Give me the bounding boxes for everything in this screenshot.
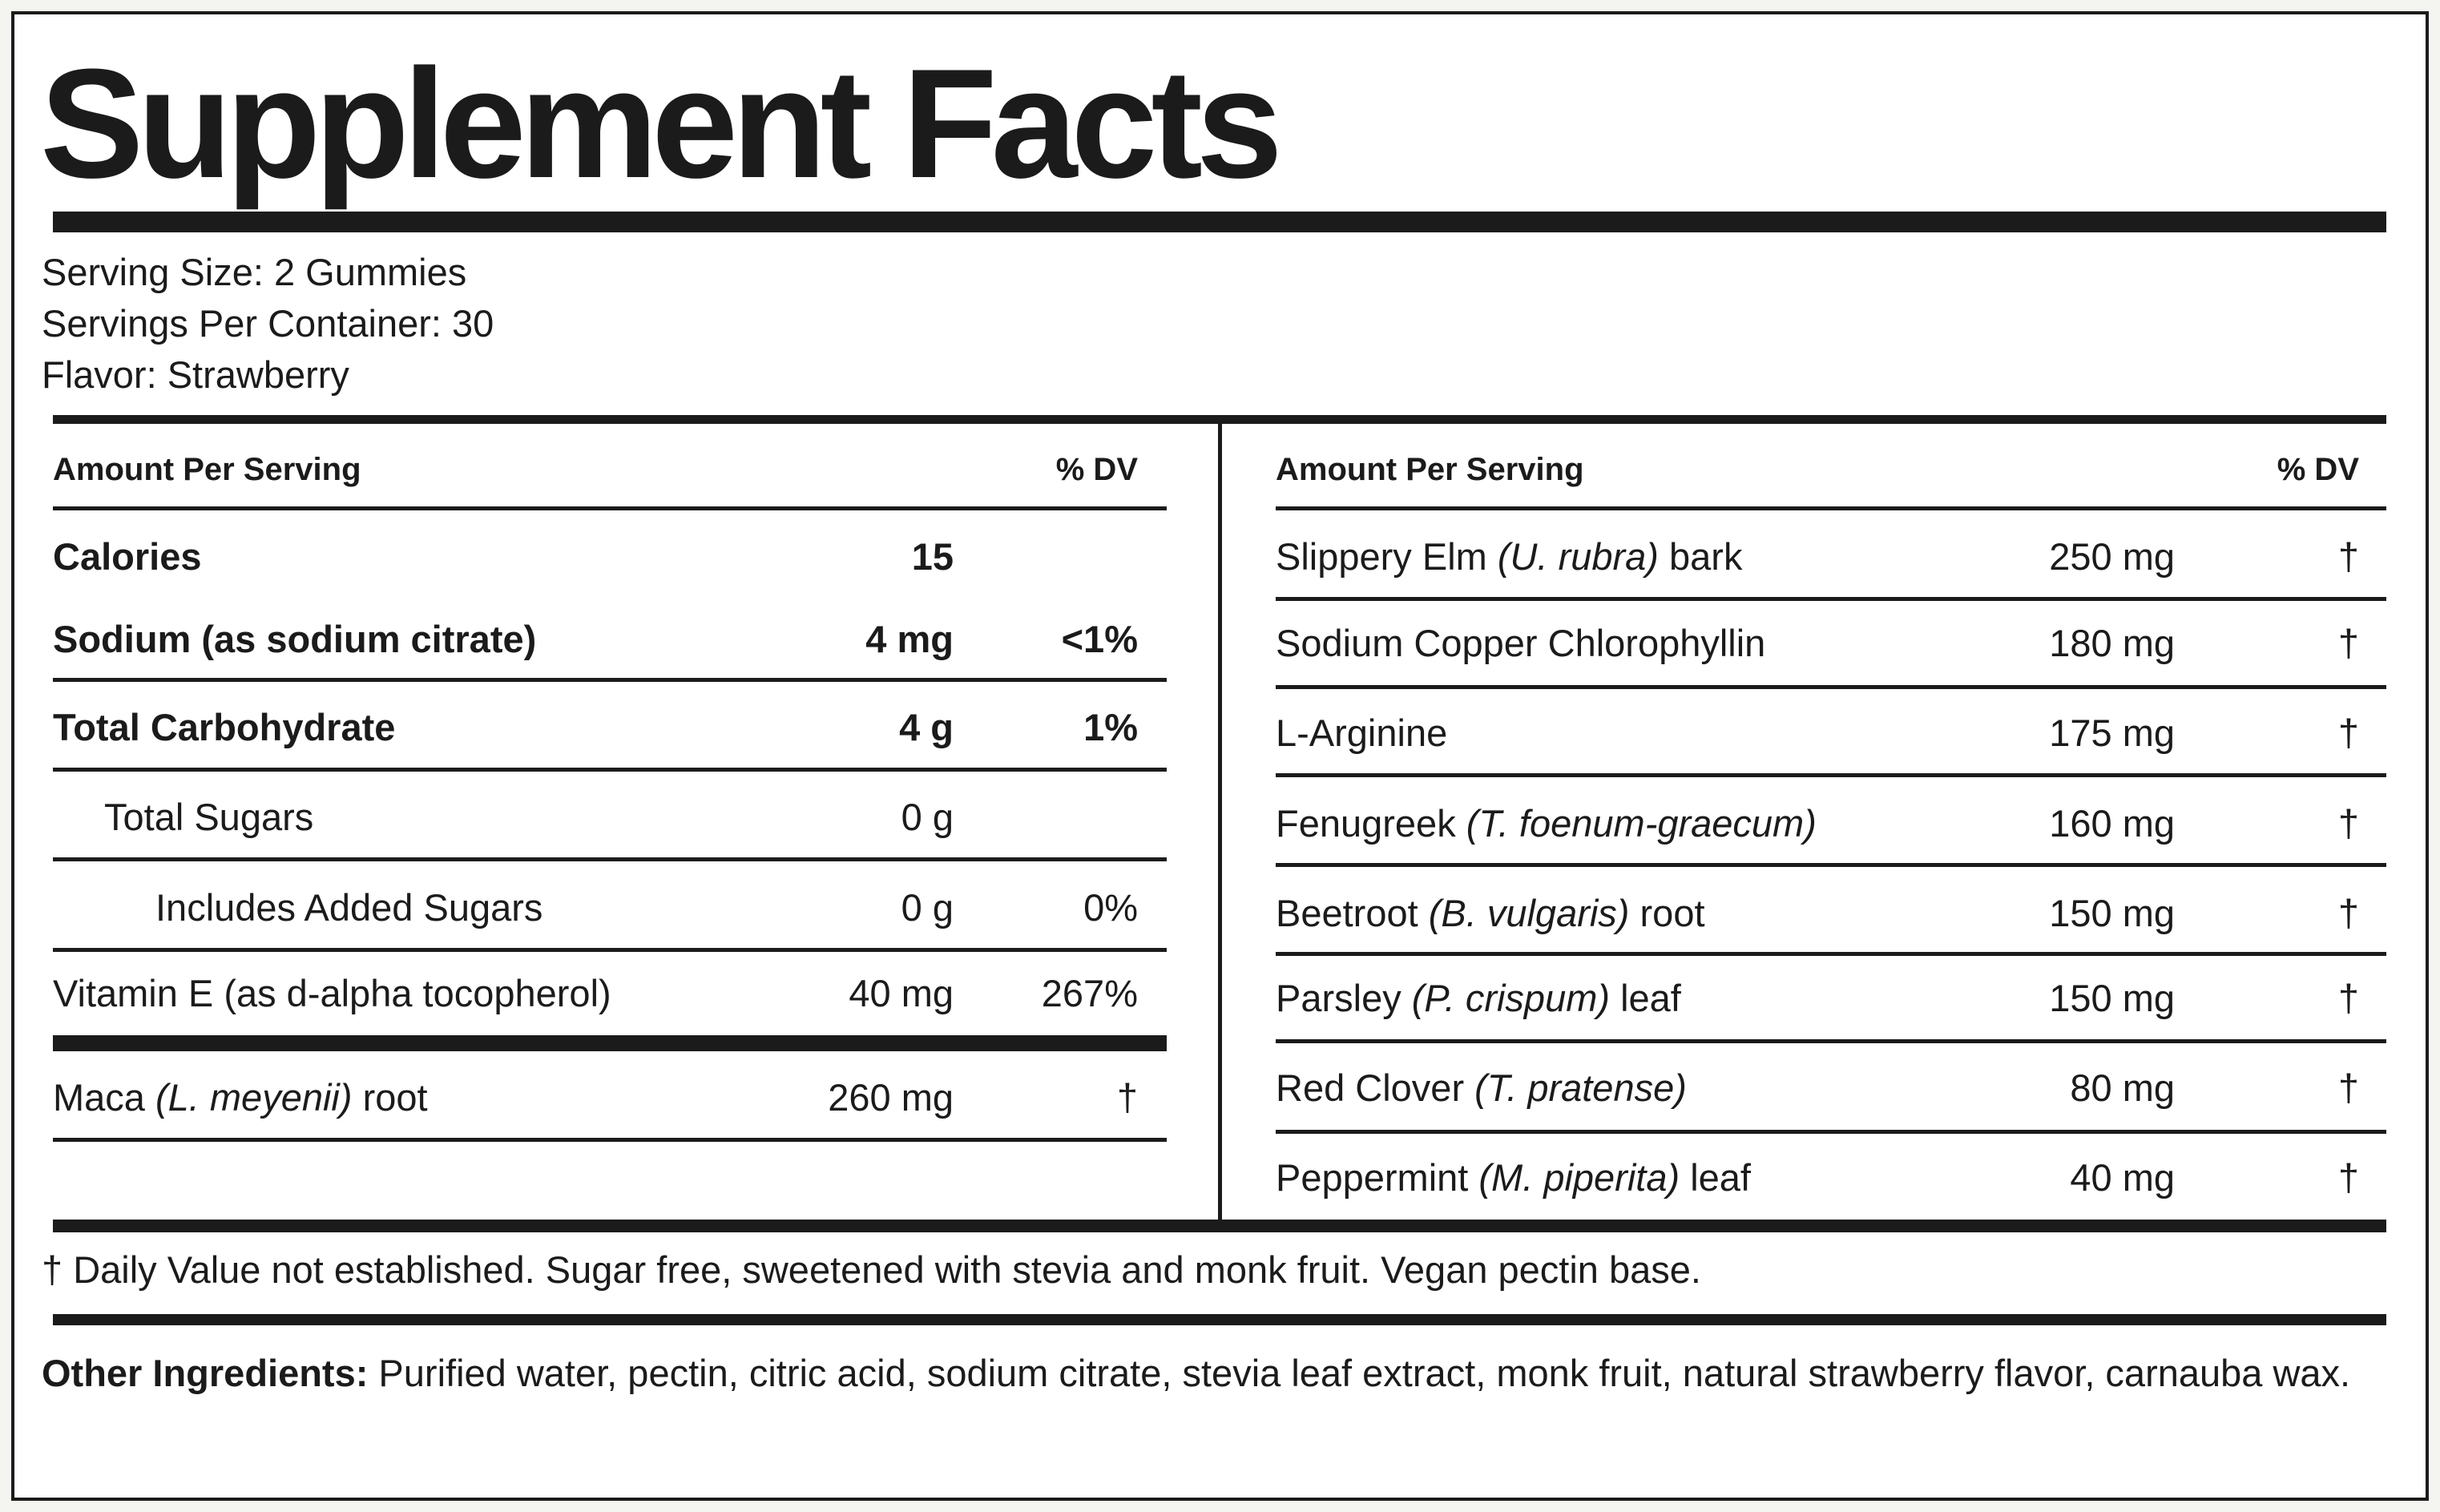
table-row xyxy=(1276,784,2386,864)
serving-info xyxy=(42,247,494,401)
table-row xyxy=(1276,1138,2386,1218)
ingredient-dv: † xyxy=(2337,712,2359,754)
table-rule xyxy=(1276,597,2386,601)
footnote-rule xyxy=(53,1314,2386,1325)
ingredient-amount: 180 mg xyxy=(2049,622,2175,664)
table-row xyxy=(53,777,1167,857)
table-row xyxy=(53,954,1167,1034)
flavor: Flavor: Strawberry xyxy=(42,353,349,396)
ingredient-dv: † xyxy=(1116,1076,1138,1119)
serving-size: Serving Size: 2 Gummies xyxy=(42,251,467,293)
left-table-header xyxy=(53,429,1167,510)
ingredient-name: Sodium Copper Chlorophyllin xyxy=(1276,622,1766,664)
ingredient-amount: 150 mg xyxy=(2049,977,2175,1019)
nutrient-dv: 267% xyxy=(1041,972,1138,1014)
table-row xyxy=(1276,693,2386,773)
table-rule xyxy=(1276,773,2386,777)
table-row xyxy=(53,517,1167,597)
column-divider xyxy=(1218,424,1222,1222)
ingredient-name: Slippery Elm (U. rubra) bark xyxy=(1276,535,1743,578)
other-ingredients-label: Other Ingredients: xyxy=(42,1352,369,1394)
footnote: † Daily Value not established. Sugar free, sweetened with stevia and monk fruit. Vegan pectin base. xyxy=(42,1248,1701,1291)
ingredient-amount: 260 mg xyxy=(828,1076,954,1119)
nutrient-amount: 0 g xyxy=(901,796,954,838)
other-ingredients xyxy=(42,1346,2365,1401)
ingredient-amount: 250 mg xyxy=(2049,535,2175,578)
nutrient-amount: 4 g xyxy=(899,706,954,748)
ingredient-dv: † xyxy=(2337,1066,2359,1109)
table-row xyxy=(1276,517,2386,597)
ingredient-dv: † xyxy=(2337,802,2359,845)
table-row xyxy=(53,868,1167,948)
table-row xyxy=(1276,603,2386,683)
ingredient-name: Beetroot (B. vulgaris) root xyxy=(1276,892,1705,934)
nutrient-name: Sodium (as sodium citrate) xyxy=(53,618,537,660)
ingredient-name: Maca (L. meyenii) root xyxy=(53,1076,428,1119)
other-ingredients-text: Purified water, pectin, citric acid, sodium citrate, stevia leaf extract, monk fruit, natural strawberry flavor, carnauba wax. xyxy=(368,1352,2351,1394)
table-row xyxy=(1276,1048,2386,1128)
nutrient-name: Includes Added Sugars xyxy=(155,886,543,929)
table-thick-rule xyxy=(53,1035,1167,1051)
nutrient-dv: 0% xyxy=(1083,886,1138,929)
ingredient-name: Peppermint (M. piperita) leaf xyxy=(1276,1156,1751,1199)
ingredient-amount: 175 mg xyxy=(2049,712,2175,754)
nutrient-dv: 1% xyxy=(1083,706,1138,748)
table-rule xyxy=(53,506,1167,510)
nutrient-name: Total Sugars xyxy=(104,796,314,838)
right-header-amount: Amount Per Serving xyxy=(1276,452,1584,487)
ingredient-dv: † xyxy=(2337,892,2359,934)
table-row xyxy=(53,599,1167,679)
table-rule xyxy=(1276,1130,2386,1134)
table-row xyxy=(1276,873,2386,954)
table-rule xyxy=(1276,1039,2386,1043)
table-rule xyxy=(53,678,1167,682)
right-table-header xyxy=(1276,429,2386,510)
ingredient-name: L-Arginine xyxy=(1276,712,1448,754)
ingredient-dv: † xyxy=(2337,622,2359,664)
table-rule xyxy=(53,948,1167,952)
nutrient-amount: 40 mg xyxy=(849,972,954,1014)
ingredient-amount: 80 mg xyxy=(2070,1066,2175,1109)
serving-rule xyxy=(53,415,2386,424)
ingredient-amount: 160 mg xyxy=(2049,802,2175,845)
left-header-amount: Amount Per Serving xyxy=(53,452,361,487)
left-header-dv: % DV xyxy=(1055,452,1138,487)
ingredient-amount: 150 mg xyxy=(2049,892,2175,934)
nutrient-amount: 15 xyxy=(911,535,954,578)
table-rule xyxy=(53,768,1167,772)
nutrient-name: Total Carbohydrate xyxy=(53,706,396,748)
table-rule xyxy=(53,857,1167,861)
ingredient-name: Red Clover (T. pratense) xyxy=(1276,1066,1687,1109)
ingredient-name: Fenugreek (T. foenum-graecum) xyxy=(1276,802,1817,845)
ingredient-amount: 40 mg xyxy=(2070,1156,2175,1199)
table-rule xyxy=(53,1138,1167,1142)
table-rule xyxy=(1276,952,2386,956)
nutrient-dv: <1% xyxy=(1061,618,1138,660)
tables-bottom-rule xyxy=(53,1220,2386,1232)
nutrient-name: Calories xyxy=(53,535,202,578)
ingredient-dv: † xyxy=(2337,977,2359,1019)
table-rule xyxy=(1276,685,2386,689)
nutrient-name: Vitamin E (as d-alpha tocopherol) xyxy=(53,972,611,1014)
table-row xyxy=(53,687,1167,768)
ingredient-dv: † xyxy=(2337,535,2359,578)
servings-per-container: Servings Per Container: 30 xyxy=(42,302,494,345)
table-rule xyxy=(1276,506,2386,510)
table-row xyxy=(1276,958,2386,1038)
nutrient-amount: 0 g xyxy=(901,886,954,929)
panel-title: Supplement Facts xyxy=(40,37,1276,211)
table-row xyxy=(53,1058,1167,1138)
nutrient-amount: 4 mg xyxy=(865,618,954,660)
ingredient-dv: † xyxy=(2337,1156,2359,1199)
table-rule xyxy=(1276,863,2386,867)
title-rule xyxy=(53,212,2386,232)
right-header-dv: % DV xyxy=(2277,452,2359,487)
ingredient-name: Parsley (P. crispum) leaf xyxy=(1276,977,1681,1019)
